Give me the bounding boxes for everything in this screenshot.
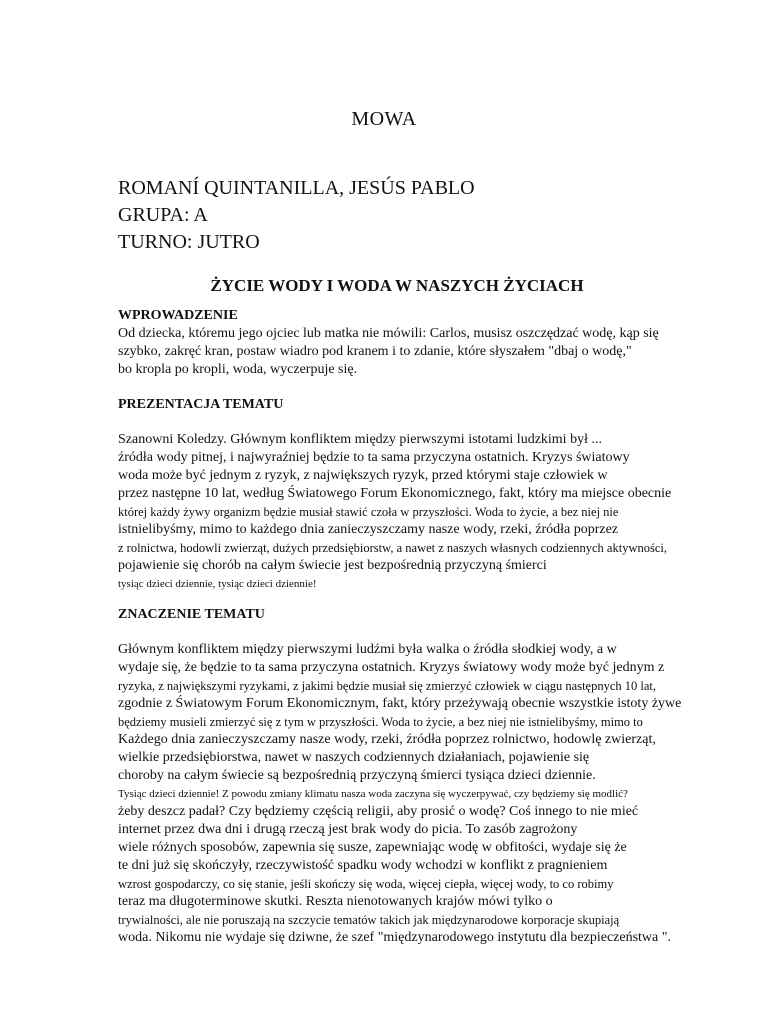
section-presentation xyxy=(118,396,718,414)
paragraph-line: źródła wody pitnej, i najwyraźniej będzie to ta sama przyczyna ostatnich. Kryzys światowy xyxy=(118,450,630,465)
essay-title: ŻYCIE WODY I WODA W NASZYCH ŻYCIACH xyxy=(210,276,584,295)
document-title: MOWA xyxy=(351,108,417,130)
paragraph-line: pojawienie się chorób na całym świecie jest bezpośrednią przyczyną śmierci xyxy=(118,558,547,573)
paragraph-line: woda może być jednym z ryzyk, z największych ryzyk, przed którymi staje człowiek w xyxy=(118,468,608,483)
paragraph-line: będziemy musieli zmierzyć się z tym w przyszłości. Woda to życie, a bez niej nie istnielibyśmy, mimo to xyxy=(118,715,643,729)
paragraph-line: choroby na całym świecie są bezpośrednią przyczyną śmierci tysiąca dzieci dziennie. xyxy=(118,768,596,783)
paragraph-line: żeby deszcz padał? Czy będziemy częścią religii, aby prosić o wodę? Coś innego to nie mieć xyxy=(118,804,639,819)
paragraph-line: istnielibyśmy, mimo to każdego dnia zanieczyszczamy nasze wody, rzeki, źródła poprzez xyxy=(118,522,619,537)
section-heading: PREZENTACJA TEMATU xyxy=(118,397,284,412)
group-line: GRUPA: A xyxy=(118,204,208,226)
paragraph-line: z rolnictwa, hodowli zwierząt, dużych przedsiębiorstw, a nawet z naszych własnych codziennych aktywności, xyxy=(118,541,667,555)
section-heading: WPROWADZENIE xyxy=(118,308,238,323)
section-introduction xyxy=(118,307,718,379)
paragraph-line: wydaje się, że będzie to ta sama przyczyna ostatnich. Kryzys światowy wody może być jednym z xyxy=(118,660,665,675)
paragraph-line: wiele różnych sposobów, zapewnia się susze, zapewniając wodę w obfitości, wydaje się że xyxy=(118,840,627,855)
paragraph-line: Szanowni Koledzy. Głównym konfliktem między pierwszymi istotami ludzkimi był ... xyxy=(118,432,602,447)
section-heading: ZNACZENIE TEMATU xyxy=(118,607,265,622)
turn-line: TURNO: JUTRO xyxy=(118,231,260,253)
author-name: ROMANÍ QUINTANILLA, JESÚS PABLO xyxy=(118,177,475,199)
paragraph-line: ryzyka, z największymi ryzykami, z jakimi będzie musiał się zmierzyć człowiek w ciągu następnych 10 lat, xyxy=(118,679,657,693)
author-block xyxy=(118,175,475,256)
paragraph-line: wielkie przedsiębiorstwa, nawet w naszych codziennych działaniach, pojawienie się xyxy=(118,750,590,765)
section-significance xyxy=(118,606,718,624)
paragraph-line: teraz ma długoterminowe skutki. Reszta nienotowanych krajów mówi tylko o xyxy=(118,894,553,909)
paragraph-line: Od dziecka, któremu jego ojciec lub matka nie mówili: Carlos, musisz oszczędzać wodę, kąp się xyxy=(118,326,659,341)
paragraph-line: wzrost gospodarczy, co się stanie, jeśli skończy się woda, więcej ciepła, więcej wody, to co robimy xyxy=(118,877,614,891)
paragraph-line: szybko, zakręć kran, postaw wiadro pod kranem i to zdanie, które słyszałem "dbaj o wodę," xyxy=(118,344,632,359)
paragraph-line: woda. Nikomu nie wydaje się dziwne, że szef "międzynarodowego instytutu dla bezpieczeństwa ". xyxy=(118,930,671,945)
paragraph-line: Tysiąc dzieci dziennie! Z powodu zmiany klimatu nasza woda zaczyna się wyczerpywać, czy będziemy się modlić? xyxy=(118,788,628,800)
paragraph-line: zgodnie z Światowym Forum Ekonomicznym, fakt, który przeżywają obecnie wszystkie istoty żywe xyxy=(118,696,682,711)
paragraph-line: Głównym konfliktem między pierwszymi ludźmi była walka o źródła słodkiej wody, a w xyxy=(118,642,617,657)
paragraph-line: te dni już się skończyły, rzeczywistość spadku wody wchodzi w konflikt z pragnieniem xyxy=(118,858,608,873)
section-presentation-body xyxy=(118,431,718,593)
paragraph-line: Każdego dnia zanieczyszczamy nasze wody, rzeki, źródła poprzez rolnictwo, hodowlę zwierząt, xyxy=(118,732,656,747)
paragraph-line: której każdy żywy organizm będzie musiał stawić czoła w przyszłości. Woda to życie, a bez niej nie xyxy=(118,505,619,519)
paragraph-line: trywialności, ale nie poruszają na szczycie tematów takich jak międzynarodowe korporacje skupiają xyxy=(118,913,620,927)
paragraph-line: przez następne 10 lat, według Światowego Forum Ekonomicznego, fakt, który ma miejsce obecnie xyxy=(118,486,672,501)
paragraph-line: bo kropla po kropli, woda, wyczerpuje się. xyxy=(118,362,358,377)
paragraph-line: tysiąc dzieci dziennie, tysiąc dzieci dziennie! xyxy=(118,578,317,590)
section-significance-body xyxy=(118,641,718,947)
paragraph-line: internet przez dwa dni i drugą rzeczą jest brak wody do picia. To zasób zagrożony xyxy=(118,822,578,837)
